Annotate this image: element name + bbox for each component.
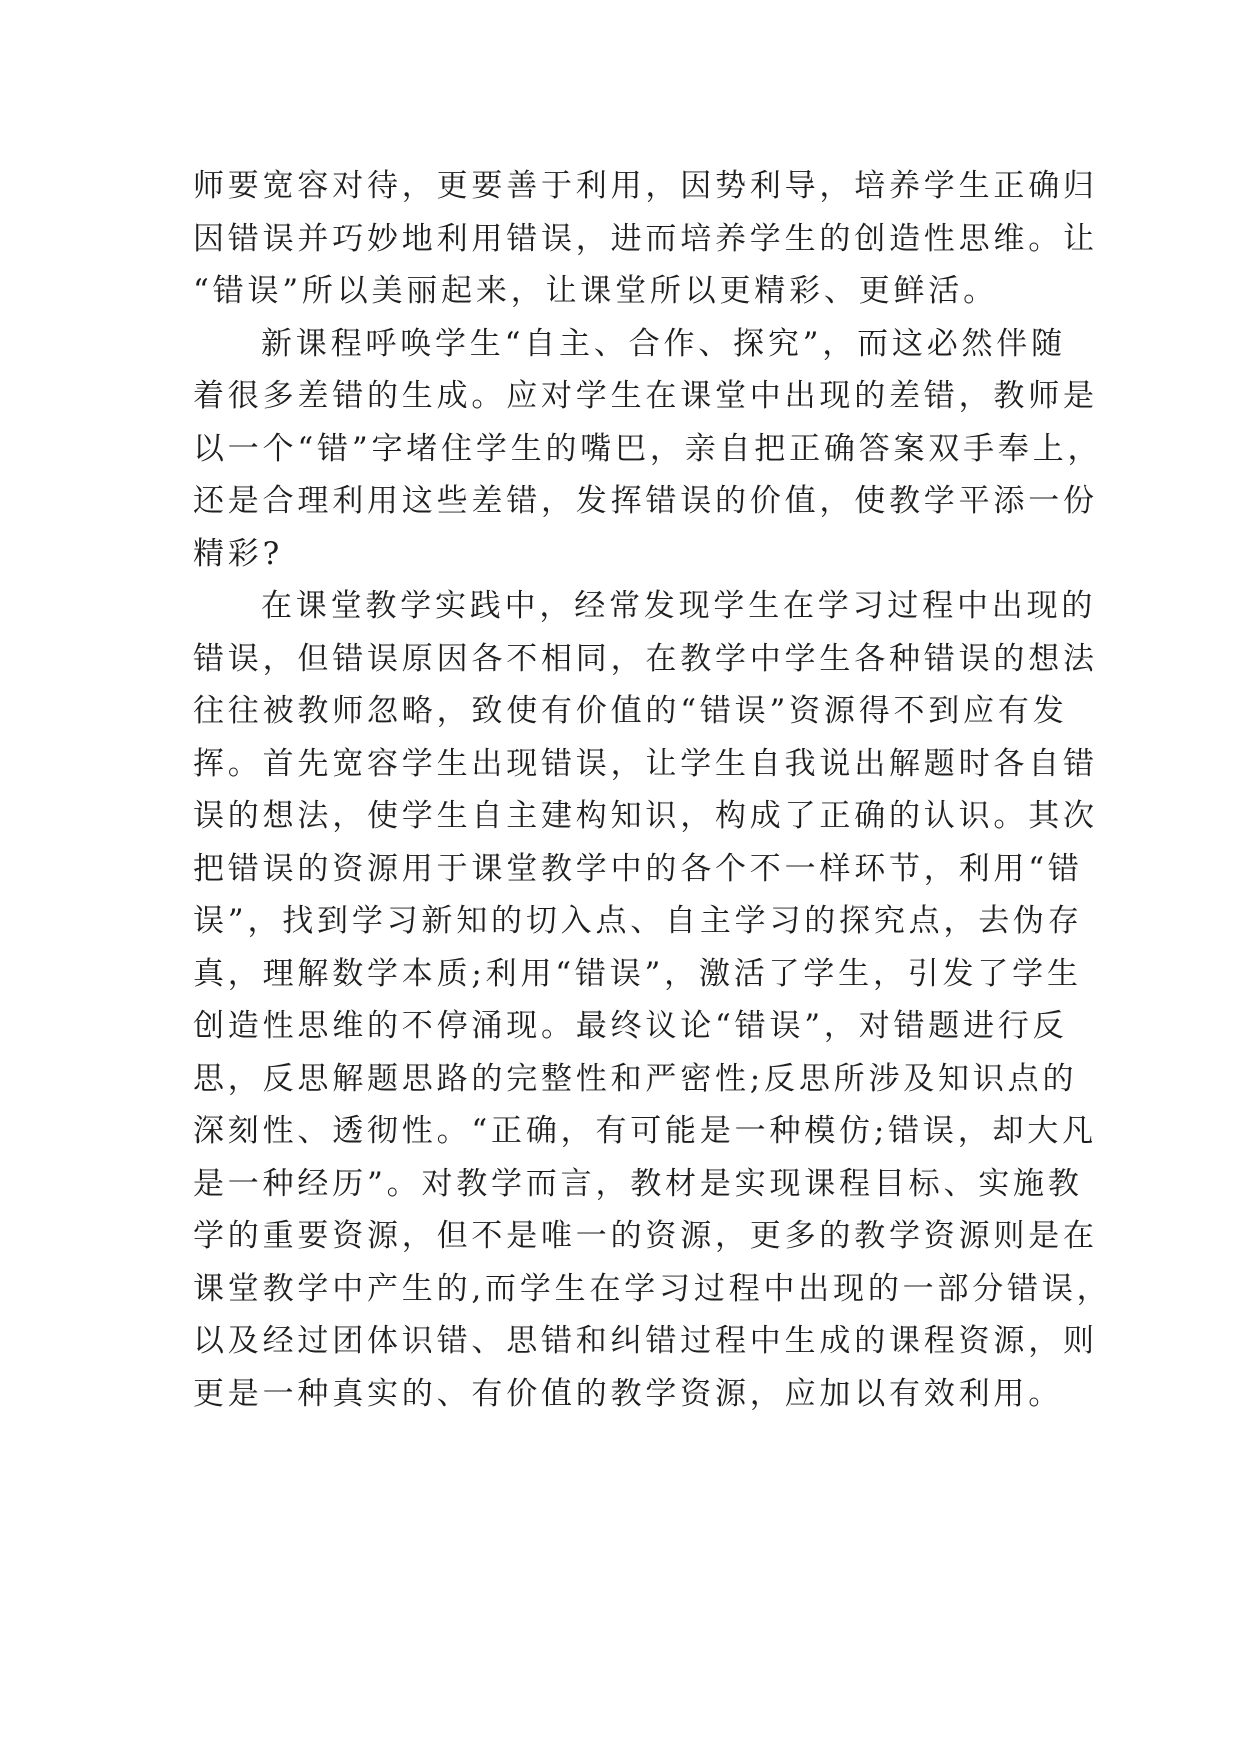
text-line: 以一个“错”字堵住学生的嘴巴，亲自把正确答案双手奉上， [193, 430, 1103, 467]
text-line: 课堂教学中产生的,而学生在学习过程中出现的一部分错误， [193, 1270, 1112, 1307]
text-line: 更是一种真实的、有价值的教学资源，应加以有效利用。 [193, 1375, 1063, 1412]
text-line: 在课堂教学实践中，经常发现学生在学习过程中出现的 [261, 588, 1097, 624]
paragraph [193, 160, 1098, 318]
text-line: 精彩? [193, 535, 284, 572]
text-line: 还是合理利用这些差错，发挥错误的价值，使教学平添一份 [193, 483, 1098, 519]
text-line: 师要宽容对待，更要善于利用，因势利导，培养学生正确归 [193, 168, 1098, 204]
text-line: 以及经过团体识错、思错和纠错过程中生成的课程资源，则 [193, 1323, 1098, 1359]
paragraph [193, 580, 1112, 1420]
text-line: 新课程呼唤学生“自主、合作、探究”，而这必然伴随 [261, 325, 1066, 362]
text-line: 把错误的资源用于课堂教学中的各个不一样环节，利用“错 [193, 850, 1083, 887]
text-line: “错误”所以美丽起来，让课堂所以更精彩、更鲜活。 [193, 273, 998, 309]
text-line: 思，反思解题思路的完整性和严密性;反思所涉及知识点的 [193, 1060, 1078, 1097]
text-line: 错误，但错误原因各不相同，在教学中学生各种错误的想法 [193, 640, 1098, 677]
text-line: 深刻性、透彻性。“正确，有可能是一种模仿;错误，却大凡 [193, 1113, 1097, 1149]
paragraph [193, 318, 1103, 581]
text-line: 误的想法，使学生自主建构知识，构成了正确的认识。其次 [193, 798, 1098, 834]
text-line: 挥。首先宽容学生出现错误，让学生自我说出解题时各自错 [193, 745, 1098, 782]
text-line: 是一种经历”。对教学而言，教材是实现课程目标、实施教 [193, 1165, 1083, 1202]
text-line: 真，理解数学本质;利用“错误”，激活了学生，引发了学生 [193, 955, 1082, 992]
text-line: 因错误并巧妙地利用错误，进而培养学生的创造性思维。让 [193, 220, 1098, 257]
text-line: 着很多差错的生成。应对学生在课堂中出现的差错，教师是 [193, 378, 1098, 414]
text-line: 误”，找到学习新知的切入点、自主学习的探究点，去伪存 [193, 903, 1083, 939]
body-text [193, 160, 1112, 1420]
text-line: 创造性思维的不停涌现。最终议论“错误”，对错题进行反 [193, 1008, 1068, 1044]
text-line: 学的重要资源，但不是唯一的资源，更多的教学资源则是在 [193, 1218, 1098, 1254]
text-line: 往往被教师忽略，致使有价值的“错误”资源得不到应有发 [193, 693, 1068, 729]
